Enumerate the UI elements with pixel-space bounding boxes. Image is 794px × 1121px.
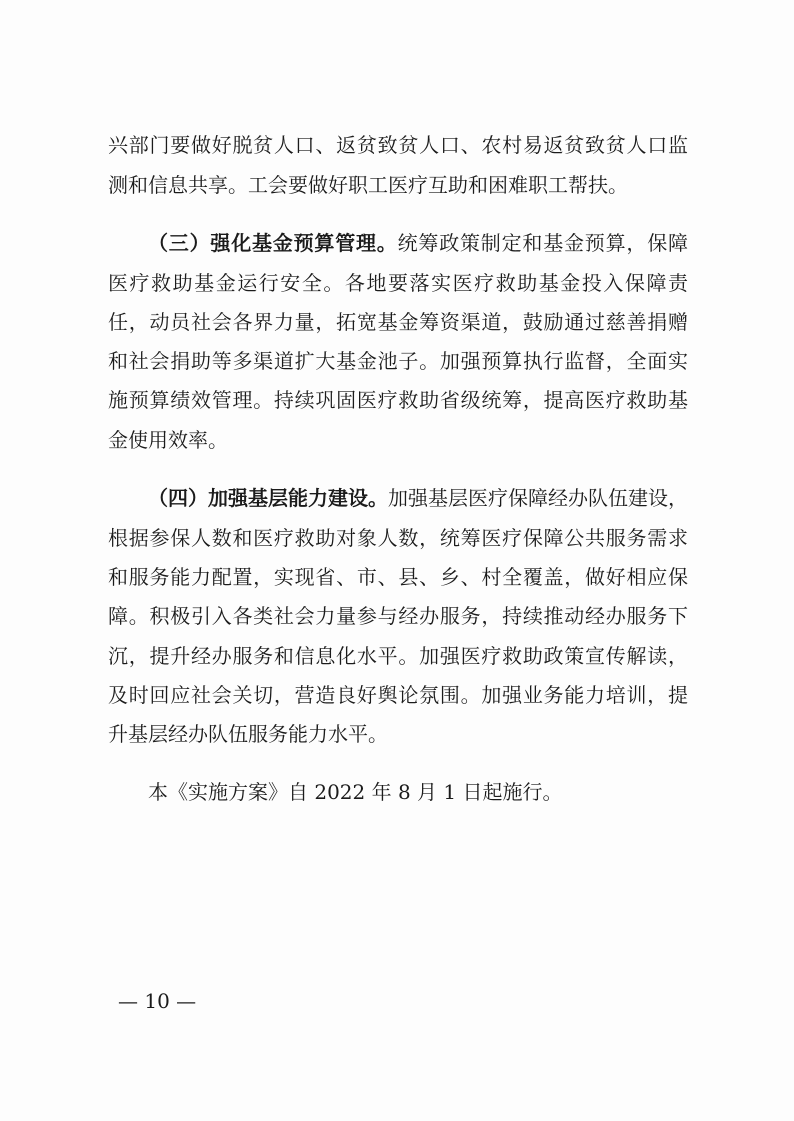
paragraph-2-line-1 — [148, 223, 688, 263]
page-number: — 10 — — [118, 989, 197, 1013]
paragraph-3-line-2: 根据参保人数和医疗救助对象人数，统筹医疗保障公共服务需求 — [108, 526, 688, 550]
paragraph-1-line-2: 测和信息共享。工会要做好职工医疗互助和困难职工帮扶。 — [108, 173, 628, 197]
effective-date-line: 本《实施方案》自 2022 年 8 月 1 日起施行。 — [148, 780, 563, 804]
paragraph-2-line-6: 金使用效率。 — [108, 428, 228, 452]
paragraph-2-line-4: 和社会捐助等多渠道扩大基金池子。加强预算执行监督，全面实 — [108, 349, 688, 373]
paragraph-3-line-1-text: 加强基层医疗保障经办队伍建设， — [388, 486, 688, 510]
paragraph-3-line-1 — [148, 478, 688, 518]
paragraph-2-line-1-text: 统筹政策制定和基金预算，保障 — [397, 231, 689, 255]
paragraph-2-line-5: 施预算绩效管理。持续巩固医疗救助省级统筹，提高医疗救助基 — [108, 388, 688, 412]
section-heading-4: （四）加强基层能力建设。 — [148, 486, 388, 510]
paragraph-2-line-2: 医疗救助基金运行安全。各地要落实医疗救助基金投入保障责 — [108, 271, 688, 295]
paragraph-3-line-5: 沉，提升经办服务和信息化水平。加强医疗救助政策宣传解读， — [108, 644, 688, 668]
section-heading-3: （三）强化基金预算管理。 — [148, 231, 398, 255]
paragraph-3-line-7: 升基层经办队伍服务能力水平。 — [108, 722, 388, 746]
paragraph-3-line-6: 及时回应社会关切，营造良好舆论氛围。加强业务能力培训，提 — [108, 683, 688, 707]
paragraph-1-line-1: 兴部门要做好脱贫人口、返贫致贫人口、农村易返贫致贫人口监 — [108, 133, 688, 157]
paragraph-3-line-3: 和服务能力配置，实现省、市、县、乡、村全覆盖，做好相应保 — [108, 565, 688, 589]
paragraph-2-line-3: 任，动员社会各界力量，拓宽基金筹资渠道，鼓励通过慈善捐赠 — [108, 310, 688, 334]
paragraph-3-line-4: 障。积极引入各类社会力量参与经办服务，持续推动经办服务下 — [108, 604, 688, 628]
